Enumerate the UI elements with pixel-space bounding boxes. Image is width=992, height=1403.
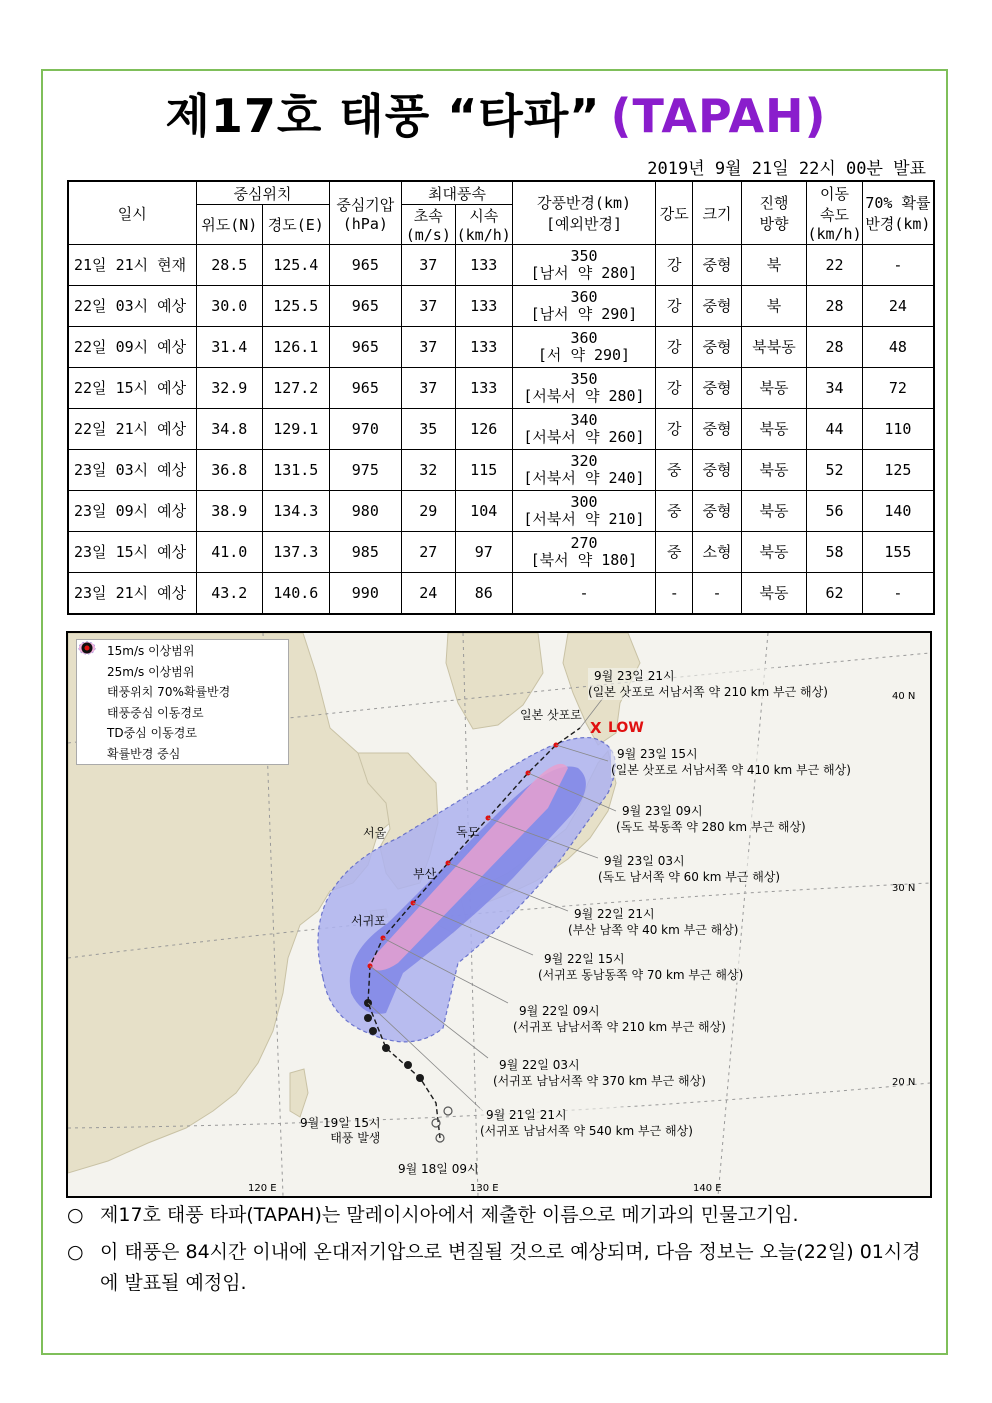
track-label: 9월 23일 21시 (일본 삿포로 서남서쪽 약 210 km 부근 해상) <box>588 669 828 699</box>
cell-wind-kmh: 133 <box>455 368 512 409</box>
cell-time: 22일 09시 예상 <box>68 327 196 368</box>
cell-wind-kmh: 133 <box>455 245 512 286</box>
cell-direction: 북북동 <box>741 327 807 368</box>
cell-direction: 북동 <box>741 368 807 409</box>
grid-lon-120: 120 E <box>248 1183 277 1194</box>
typhoon-track-map <box>66 631 932 1198</box>
track-label: 9월 22일 21시 (부산 남쪽 약 40 km 부근 해상) <box>568 907 739 937</box>
cell-size: 중형 <box>693 450 741 491</box>
cell-direction: 북 <box>741 245 807 286</box>
header-datetime: 일시 <box>68 181 196 245</box>
cell-wind-ms: 27 <box>402 532 455 573</box>
header-wind-kmh: 시속 (km/h) <box>455 205 512 245</box>
track-label: 9월 22일 03시 (서귀포 남남서쪽 약 370 km 부근 해상) <box>493 1058 706 1088</box>
cell-size: 중형 <box>693 286 741 327</box>
cell-time: 22일 03시 예상 <box>68 286 196 327</box>
place-busan: 부산 <box>413 867 437 881</box>
cell-prob: 140 <box>862 491 934 532</box>
cell-size: - <box>693 573 741 615</box>
cell-prob: 125 <box>862 450 934 491</box>
cell-time: 22일 21시 예상 <box>68 409 196 450</box>
cell-intensity: 강 <box>656 327 693 368</box>
cell-direction: 북동 <box>741 450 807 491</box>
cell-lat: 30.0 <box>196 286 263 327</box>
cell-radius: 360 [남서 약 290] <box>512 286 655 327</box>
table-row <box>68 368 934 409</box>
cell-speed: 62 <box>807 573 863 615</box>
cell-prob: 110 <box>862 409 934 450</box>
cell-time: 21일 21시 현재 <box>68 245 196 286</box>
legend-item <box>83 662 288 683</box>
cell-pressure: 990 <box>329 573 402 615</box>
cell-direction: 북동 <box>741 532 807 573</box>
cell-lat: 34.8 <box>196 409 263 450</box>
cell-wind-ms: 37 <box>402 286 455 327</box>
cell-wind-ms: 37 <box>402 368 455 409</box>
cell-size: 중형 <box>693 245 741 286</box>
table-row <box>68 450 934 491</box>
cell-size: 소형 <box>693 532 741 573</box>
header-speed: 이동 속도 (km/h) <box>807 181 863 245</box>
legend-item <box>83 744 288 765</box>
cell-size: 중형 <box>693 491 741 532</box>
cell-lon: 131.5 <box>263 450 330 491</box>
page-title <box>0 88 992 144</box>
header-max-wind: 최대풍속 <box>402 181 513 205</box>
cell-intensity: 강 <box>656 286 693 327</box>
cell-direction: 북 <box>741 286 807 327</box>
cell-wind-kmh: 86 <box>455 573 512 615</box>
cell-lon: 137.3 <box>263 532 330 573</box>
cell-radius: 360 [서 약 290] <box>512 327 655 368</box>
cell-prob: - <box>862 573 934 615</box>
grid-lon-130: 130 E <box>470 1183 499 1194</box>
title-english: (TAPAH) <box>610 89 827 143</box>
place-sapporo: 일본 삿포로 <box>520 708 582 722</box>
header-pressure: 중심기압 (hPa) <box>329 181 402 245</box>
cell-speed: 28 <box>807 327 863 368</box>
table-header-row <box>68 181 934 205</box>
cell-radius: - <box>512 573 655 615</box>
td-symbol-icon <box>83 725 107 741</box>
place-dokdo: 독도 <box>456 825 480 839</box>
cell-size: 중형 <box>693 409 741 450</box>
header-center-position: 중심위치 <box>196 181 329 205</box>
cell-lon: 126.1 <box>263 327 330 368</box>
cell-lon: 134.3 <box>263 491 330 532</box>
cell-pressure: 965 <box>329 368 402 409</box>
cell-lat: 32.9 <box>196 368 263 409</box>
cell-direction: 북동 <box>741 573 807 615</box>
cell-lon: 127.2 <box>263 368 330 409</box>
table-row <box>68 327 934 368</box>
header-direction: 진행 방향 <box>741 181 807 245</box>
table-row <box>68 573 934 615</box>
cell-intensity: 중 <box>656 532 693 573</box>
origin-label: 9월 18일 09시 <box>398 1162 479 1176</box>
cell-lon: 140.6 <box>263 573 330 615</box>
red-dot-icon <box>83 746 107 762</box>
cell-radius: 350 [서북서 약 280] <box>512 368 655 409</box>
table-row <box>68 286 934 327</box>
cell-radius: 270 [북서 약 180] <box>512 532 655 573</box>
cell-wind-ms: 24 <box>402 573 455 615</box>
cell-wind-kmh: 126 <box>455 409 512 450</box>
cell-lat: 43.2 <box>196 573 263 615</box>
note-item: ○ 이 태풍은 84시간 이내에 온대저기압으로 변질될 것으로 예상되며, 다음 정보는 오늘(22일) 01시경에 발표될 예정임. <box>67 1241 921 1294</box>
cell-prob: - <box>862 245 934 286</box>
cell-speed: 28 <box>807 286 863 327</box>
cell-pressure: 965 <box>329 286 402 327</box>
legend-item <box>83 723 288 744</box>
cell-prob: 155 <box>862 532 934 573</box>
place-seoul: 서울 <box>363 826 387 840</box>
legend-label: 25m/s 이상범위 <box>107 664 195 679</box>
table-row <box>68 409 934 450</box>
cell-time: 23일 09시 예상 <box>68 491 196 532</box>
legend-label: 15m/s 이상범위 <box>107 644 195 658</box>
legend-item <box>83 682 288 703</box>
cell-wind-kmh: 133 <box>455 286 512 327</box>
title-korean: 제17호 태풍 “타파” <box>165 89 601 143</box>
track-label: 9월 23일 09시 (독도 북동쪽 약 280 km 부근 해상) <box>616 804 806 834</box>
track-label: 9월 22일 09시 (서귀포 남남서쪽 약 210 km 부근 해상) <box>513 1004 726 1034</box>
cell-direction: 북동 <box>741 409 807 450</box>
legend-label: 확률반경 중심 <box>107 746 181 761</box>
cell-time: 23일 03시 예상 <box>68 450 196 491</box>
cell-lat: 38.9 <box>196 491 263 532</box>
cell-radius: 300 [서북서 약 210] <box>512 491 655 532</box>
cell-pressure: 965 <box>329 327 402 368</box>
cell-radius: 340 [서북서 약 260] <box>512 409 655 450</box>
cell-prob: 72 <box>862 368 934 409</box>
legend-label: TD중심 이동경로 <box>107 726 197 740</box>
grid-lat-20: 20 N <box>892 1077 916 1088</box>
dark-ellipse-icon <box>83 664 107 680</box>
cell-intensity: 강 <box>656 245 693 286</box>
cell-wind-ms: 32 <box>402 450 455 491</box>
cell-time: 23일 21시 예상 <box>68 573 196 615</box>
cell-lat: 28.5 <box>196 245 263 286</box>
pink-ellipse-icon <box>83 684 107 700</box>
header-lat: 위도(N) <box>196 205 263 245</box>
cell-intensity: 중 <box>656 491 693 532</box>
map-legend <box>76 639 289 765</box>
cell-speed: 22 <box>807 245 863 286</box>
cell-size: 중형 <box>693 368 741 409</box>
cell-wind-ms: 35 <box>402 409 455 450</box>
low-x-marker: X <box>590 719 602 737</box>
cell-pressure: 970 <box>329 409 402 450</box>
cell-lon: 125.5 <box>263 286 330 327</box>
header-lon: 경도(E) <box>263 205 330 245</box>
forecast-table <box>67 180 935 615</box>
cell-speed: 52 <box>807 450 863 491</box>
cell-wind-ms: 29 <box>402 491 455 532</box>
cell-direction: 북동 <box>741 491 807 532</box>
cell-pressure: 980 <box>329 491 402 532</box>
grid-lat-30: 30 N <box>892 883 916 894</box>
table-row <box>68 532 934 573</box>
cell-speed: 58 <box>807 532 863 573</box>
track-label: 9월 22일 15시 (서귀포 동남동쪽 약 70 km 부근 해상) <box>538 952 744 982</box>
header-prob-radius: 70% 확률 반경(km) <box>862 181 934 245</box>
cell-lat: 36.8 <box>196 450 263 491</box>
cell-size: 중형 <box>693 327 741 368</box>
cell-lat: 41.0 <box>196 532 263 573</box>
cell-intensity: 강 <box>656 368 693 409</box>
notes-section <box>67 1198 927 1305</box>
cell-pressure: 985 <box>329 532 402 573</box>
cell-speed: 44 <box>807 409 863 450</box>
cell-lat: 31.4 <box>196 327 263 368</box>
cell-prob: 48 <box>862 327 934 368</box>
legend-label: 태풍중심 이동경로 <box>107 705 204 720</box>
typhoon-symbol-icon <box>83 705 107 721</box>
grid-lon-140: 140 E <box>693 1183 722 1194</box>
track-label: 9월 23일 15시 (일본 삿포로 서남서쪽 약 410 km 부근 해상) <box>611 747 851 777</box>
cell-intensity: 중 <box>656 450 693 491</box>
track-label: 9월 23일 03시 (독도 남서쪽 약 60 km 부근 해상) <box>598 854 781 884</box>
note-item: ○ 제17호 태풍 타파(TAPAH)는 말레이시아에서 제출한 이름으로 메기과의 민물고기임. <box>67 1204 799 1226</box>
issued-datetime: 2019년 9월 21일 22시 00분 발표 <box>647 159 926 179</box>
place-low: LOW <box>608 720 644 736</box>
cell-wind-ms: 37 <box>402 245 455 286</box>
cell-time: 22일 15시 예상 <box>68 368 196 409</box>
table-row <box>68 491 934 532</box>
cell-intensity: - <box>656 573 693 615</box>
cell-wind-ms: 37 <box>402 327 455 368</box>
genesis-label: 9월 19일 15시 태풍 발생 <box>300 1116 381 1145</box>
cell-lon: 129.1 <box>263 409 330 450</box>
cell-speed: 34 <box>807 368 863 409</box>
cell-radius: 320 [서북서 약 240] <box>512 450 655 491</box>
header-size: 크기 <box>693 181 741 245</box>
grid-lat-40: 40 N <box>892 691 916 702</box>
cell-wind-kmh: 97 <box>455 532 512 573</box>
cell-radius: 350 [남서 약 280] <box>512 245 655 286</box>
legend-item <box>83 703 288 724</box>
cell-time: 23일 15시 예상 <box>68 532 196 573</box>
track-label: 9월 21일 21시 (서귀포 남남서쪽 약 540 km 부근 해상) <box>480 1108 693 1138</box>
legend-item <box>83 641 288 662</box>
cell-pressure: 975 <box>329 450 402 491</box>
header-wind-ms: 초속 (m/s) <box>402 205 455 245</box>
cell-speed: 56 <box>807 491 863 532</box>
header-radius: 강풍반경(km) [예외반경] <box>512 181 655 245</box>
cell-prob: 24 <box>862 286 934 327</box>
legend-label: 태풍위치 70%확률반경 <box>107 685 231 699</box>
cell-wind-kmh: 115 <box>455 450 512 491</box>
cell-lon: 125.4 <box>263 245 330 286</box>
cell-wind-kmh: 133 <box>455 327 512 368</box>
table-row <box>68 245 934 286</box>
header-intensity: 강도 <box>656 181 693 245</box>
place-seogwipo: 서귀포 <box>351 914 386 928</box>
cell-intensity: 강 <box>656 409 693 450</box>
cell-wind-kmh: 104 <box>455 491 512 532</box>
cell-pressure: 965 <box>329 245 402 286</box>
